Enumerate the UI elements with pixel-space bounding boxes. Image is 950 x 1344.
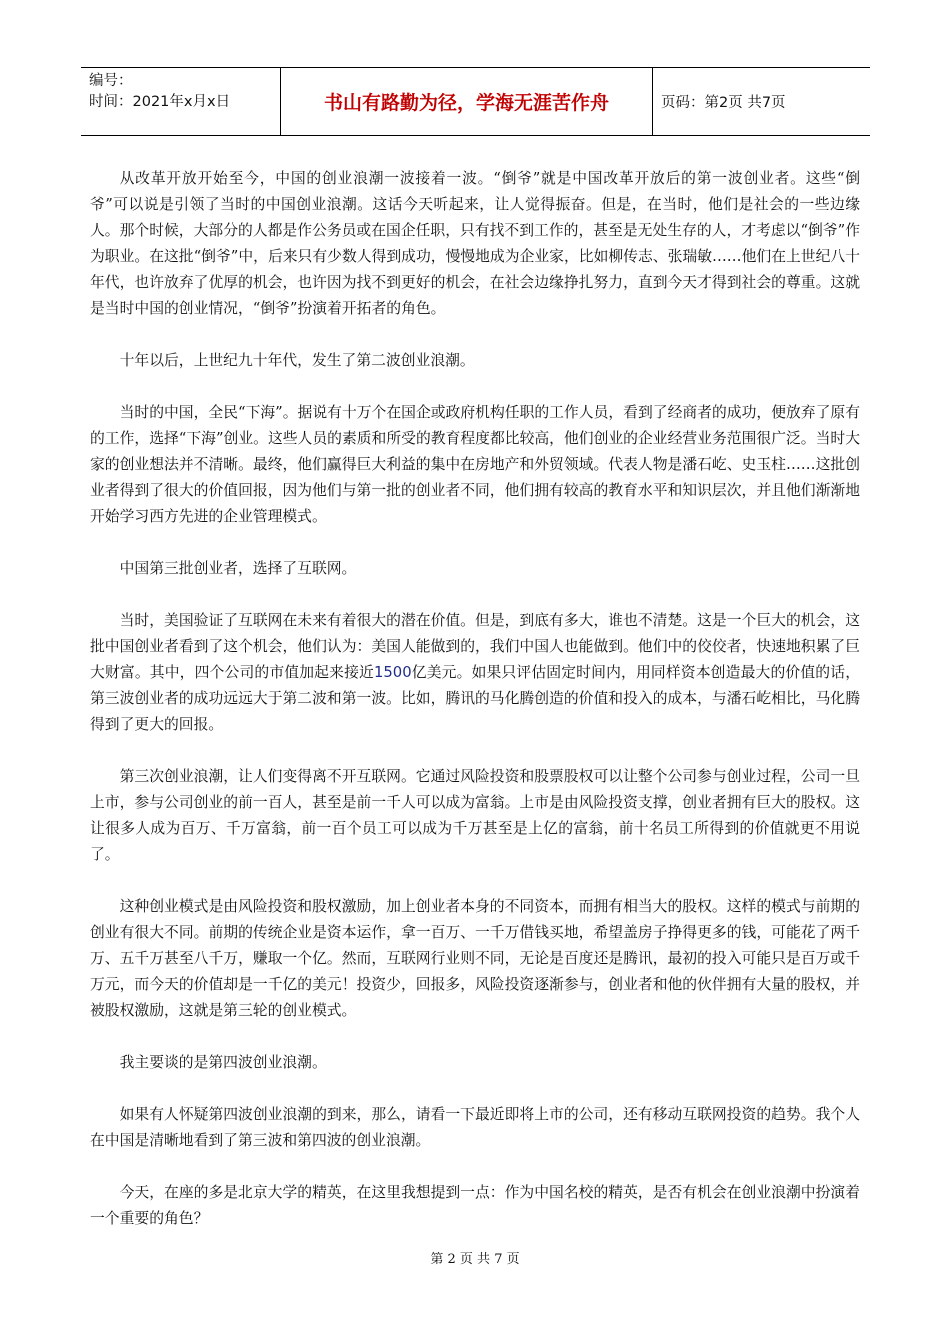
serial-label: 编号：	[89, 73, 133, 89]
page-header	[81, 67, 870, 136]
header-motto: 书山有路勤为径，学海无涯苦作舟	[281, 68, 653, 135]
paragraph-1: 从改革开放开始至今，中国的创业浪潮一波接着一波。“倒爷”就是中国改革开放后的第一波创业者。这些“倒爷”可以说是引领了当时的中国创业浪潮。这话今天听起来，让人觉得振奋。但是，在当时，他们是社会的一些边缘人。那个时候，大部分的人都是作公务员或在国企任职，只有找不到工作的，甚至是无处生存的人，才考虑以“倒爷”作为职业。在这批“倒爷”中，后来只有少数人得到成功，慢慢地成为企业家，比如柳传志、张瑞敏……他们在上世纪八十年代，也许放弃了优厚的机会，也许因为找不到更好的机会，在社会边缘挣扎努力，直到今天才得到社会的尊重。这就是当时中国的创业情况，“倒爷”扮演着开拓者的角色。	[90, 170, 860, 317]
market-value-number: 1500	[373, 664, 412, 681]
paragraph-9: 如果有人怀疑第四波创业浪潮的到来，那么，请看一下最近即将上市的公司，还有移动互联网投资的趋势。我个人在中国是清晰地看到了第三波和第四波的创业浪潮。	[90, 1106, 860, 1149]
paragraph-4: 中国第三批创业者，选择了互联网。	[119, 560, 357, 577]
paragraph-5-part-b: 亿美元。如果只评估固定时间内，用同样资本创造最大的价值的话，第三波创业者的成功远远大于第二波和第一波。比如，腾讯的马化腾创造的价值和投入的成本，与潘石屹相比，马化腾得到了更大的回报。	[90, 664, 860, 733]
paragraph-5	[90, 608, 860, 738]
time-label: 时间：2021年x月x日	[89, 94, 231, 110]
header-info-cell	[81, 68, 281, 135]
paragraph-7: 这种创业模式是由风险投资和股权激励，加上创业者本身的不同资本，而拥有相当大的股权。这样的模式与前期的创业有很大不同。前期的传统企业是资本运作，拿一百万、一千万借钱买地，希望盖房子挣得更多的钱，可能花了两千万、五千万甚至八千万，赚取一个亿。然而，互联网行业则不同，无论是百度还是腾讯，最初的投入可能只是百万或千万元，而今天的价值却是一千亿的美元！投资少，回报多，风险投资逐渐参与，创业者和他的伙伴拥有大量的股权，并被股权激励，这就是第三轮的创业模式。	[90, 898, 860, 1019]
document-body	[90, 166, 860, 1258]
paragraph-3: 当时的中国，全民“下海”。据说有十万个在国企或政府机构任职的工作人员，看到了经商者的成功，便放弃了原有的工作，选择“下海”创业。这些人员的素质和所受的教育程度都比较高，他们创业的企业经营业务范围很广泛。当时大家的创业想法并不清晰。最终，他们赢得巨大利益的集中在房地产和外贸领域。代表人物是潘石屹、史玉柱……这批创业者得到了很大的价值回报，因为他们与第一批的创业者不同，他们拥有较高的教育水平和知识层次，并且他们渐渐地开始学习西方先进的企业管理模式。	[90, 404, 860, 525]
header-page-label: 页码：第2页 共7页	[661, 95, 786, 111]
paragraph-6: 第三次创业浪潮，让人们变得离不开互联网。它通过风险投资和股票股权可以让整个公司参与创业过程，公司一旦上市，参与公司创业的前一百人，甚至是前一千人可以成为富翁。上市是由风险投资支撑，创业者拥有巨大的股权。这让很多人成为百万、千万富翁，前一百个员工可以成为千万甚至是上亿的富翁，前十名员工所得到的价值就更不用说了。	[90, 768, 860, 863]
page-footer: 第 2 页 共 7 页	[430, 1252, 520, 1267]
paragraph-2: 十年以后，上世纪九十年代，发生了第二波创业浪潮。	[119, 352, 475, 369]
paragraph-5-part-a: 当时，美国验证了互联网在未来有着很大的潜在价值。但是，到底有多大，谁也不清楚。这是一个巨大的机会，这批中国创业者看到了这个机会，他们认为：美国人能做到的，我们中国人也能做到。他们中的佼佼者，快速地积累了巨大财富。其中，四个公司的市值加起来接近	[90, 612, 860, 681]
paragraph-8: 我主要谈的是第四波创业浪潮。	[119, 1054, 327, 1071]
paragraph-10: 今天，在座的多是北京大学的精英，在这里我想提到一点：作为中国名校的精英，是否有机会在创业浪潮中扮演着一个重要的角色？	[90, 1184, 860, 1227]
